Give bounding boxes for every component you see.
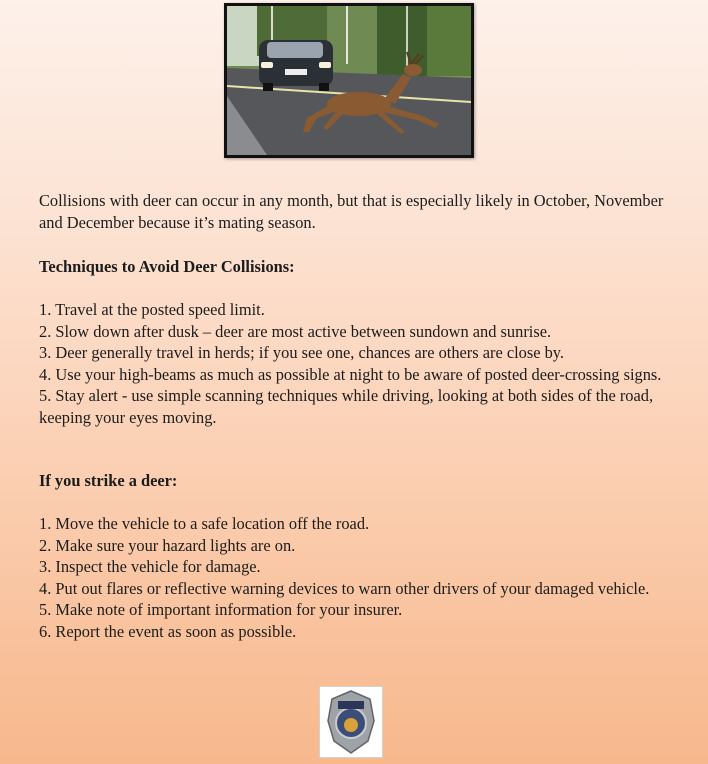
list-item: 3. Inspect the vehicle for damage. bbox=[39, 557, 261, 577]
list-item: 1. Move the vehicle to a safe location off the road. bbox=[39, 514, 370, 533]
list-item: 4. Use your high-beams as much as possible at night to be aware of posted deer-crossing signs. bbox=[39, 364, 662, 384]
article-body bbox=[39, 190, 679, 641]
strike-list bbox=[39, 513, 679, 643]
list-item: 2. Make sure your hazard lights are on. bbox=[39, 535, 296, 555]
list-item: 3. Deer generally travel in herds; if you see one, chances are others are close by. bbox=[39, 343, 565, 363]
list-item: 1. Travel at the posted speed limit. bbox=[39, 300, 265, 319]
list-item: 4. Put out flares or reflective warning devices to warn other drivers of your damaged vehicle. bbox=[39, 578, 650, 598]
list-item: 5. Make note of important information for your insurer. bbox=[39, 600, 403, 620]
strike-heading: If you strike a deer: bbox=[39, 471, 178, 490]
intro-paragraph: Collisions with deer can occur in any month, but that is especially likely in October, November and December because it’s mating season. bbox=[39, 191, 664, 232]
avoid-list bbox=[39, 299, 679, 429]
list-item: 2. Slow down after dusk – deer are most active between sundown and sunrise. bbox=[39, 321, 552, 341]
list-item: 6. Report the event as soon as possible. bbox=[39, 621, 297, 641]
deer-crossing-road-photo bbox=[224, 3, 474, 158]
avoid-heading: Techniques to Avoid Deer Collisions: bbox=[39, 257, 295, 276]
list-item: 5. Stay alert - use simple scanning techniques while driving, looking at both sides of the road, keeping your eyes moving. bbox=[39, 386, 654, 427]
police-badge-icon bbox=[319, 686, 383, 758]
